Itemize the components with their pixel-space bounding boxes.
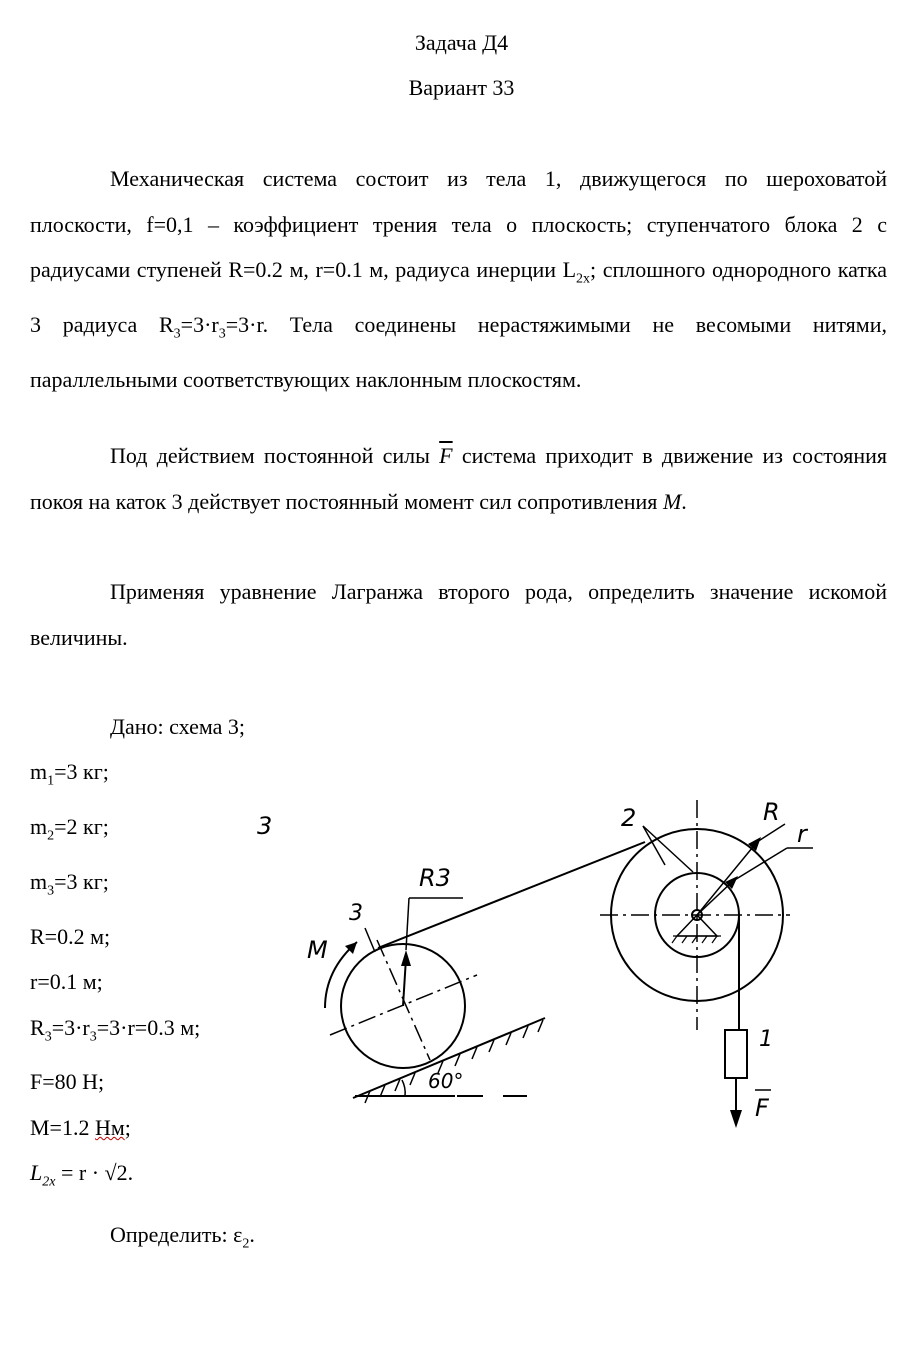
radius-R3-leader	[406, 898, 409, 950]
moment-M-label: M	[307, 936, 328, 964]
cable-incline	[378, 842, 645, 948]
scheme-number-label: 3	[257, 812, 273, 840]
given-list	[30, 704, 245, 1205]
given-R: R=0.2 м;	[30, 923, 111, 949]
radius-R3-arrowhead	[401, 950, 411, 966]
given-title: Дано: схема 3;	[110, 714, 245, 739]
paragraph-description: Механическая система состоит из тела 1, движущегося по шероховатой плоскости, f=0,1 – коэффициент трения тела о плоскость; ступенчатого блока 2 с радиусами ступеней R=0.2 м, r=0.1 м, радиуса инерции $L_{2x}$; сплошного однородного катка 3 радиуса $R_3=3\cdot r_3=3\cdot r$. Тела соединены нерастяжимыми не весомыми нитями, параллельными соответствующих наклонным плоскостям.	[30, 166, 888, 392]
body-1-label: 1	[759, 1027, 773, 1052]
radius-R-line	[697, 842, 757, 915]
find-line: Определить: $\varepsilon_2$.	[110, 1222, 255, 1252]
paragraph-task: Применяя уравнение Лагранжа второго рода, определить значение искомой величины.	[30, 579, 887, 650]
angle-arc	[402, 1080, 405, 1096]
given-M: M=1.2 Нм;	[30, 1114, 131, 1140]
radius-R-arrowhead	[748, 837, 761, 851]
given-R3: $R_3=3\cdot r_3=3\cdot r=0.3$ м;	[30, 1014, 201, 1044]
radius-R-label: R	[763, 798, 780, 826]
body-3-label: 3	[349, 901, 363, 926]
force-symbol: $\overline{F}$	[439, 443, 453, 468]
paragraph-force: Под действием постоянной силы $\overline{F}$ система приходит в движение из состояния покоя на каток 3 действует постоянный момент сил сопротивления M.	[30, 443, 887, 514]
given-m2: $m_2=2$ кг;	[30, 814, 109, 844]
given-r: r=0.1 м;	[30, 969, 103, 995]
body-3-leader	[365, 928, 375, 952]
radius-R3-label: R3	[419, 864, 451, 892]
given-F: F=80 Н;	[30, 1069, 105, 1095]
radius-r-line	[697, 881, 733, 915]
radius-r-label: r	[797, 820, 807, 848]
radius-R-leader	[757, 824, 785, 842]
task-title: Задача Д4	[414, 30, 509, 55]
given-m3: $m_3=3$ кг;	[30, 869, 109, 899]
mechanism-diagram	[245, 790, 830, 1135]
radius-r-leader	[733, 848, 787, 881]
given-m1: $m_1=3$ кг;	[30, 759, 109, 789]
body-1	[725, 1030, 747, 1078]
given-L2x: $L_{2x} = r \cdot √2$.	[30, 1160, 134, 1190]
force-F-arrowhead	[730, 1110, 742, 1128]
variant-title: Вариант 33	[408, 75, 515, 100]
body-2-label: 2	[621, 804, 637, 832]
body-2-leader-b	[643, 826, 693, 872]
force-F-label: F	[755, 1094, 769, 1122]
angle-label: 60°	[428, 1069, 464, 1093]
moment-symbol: M	[662, 488, 682, 514]
